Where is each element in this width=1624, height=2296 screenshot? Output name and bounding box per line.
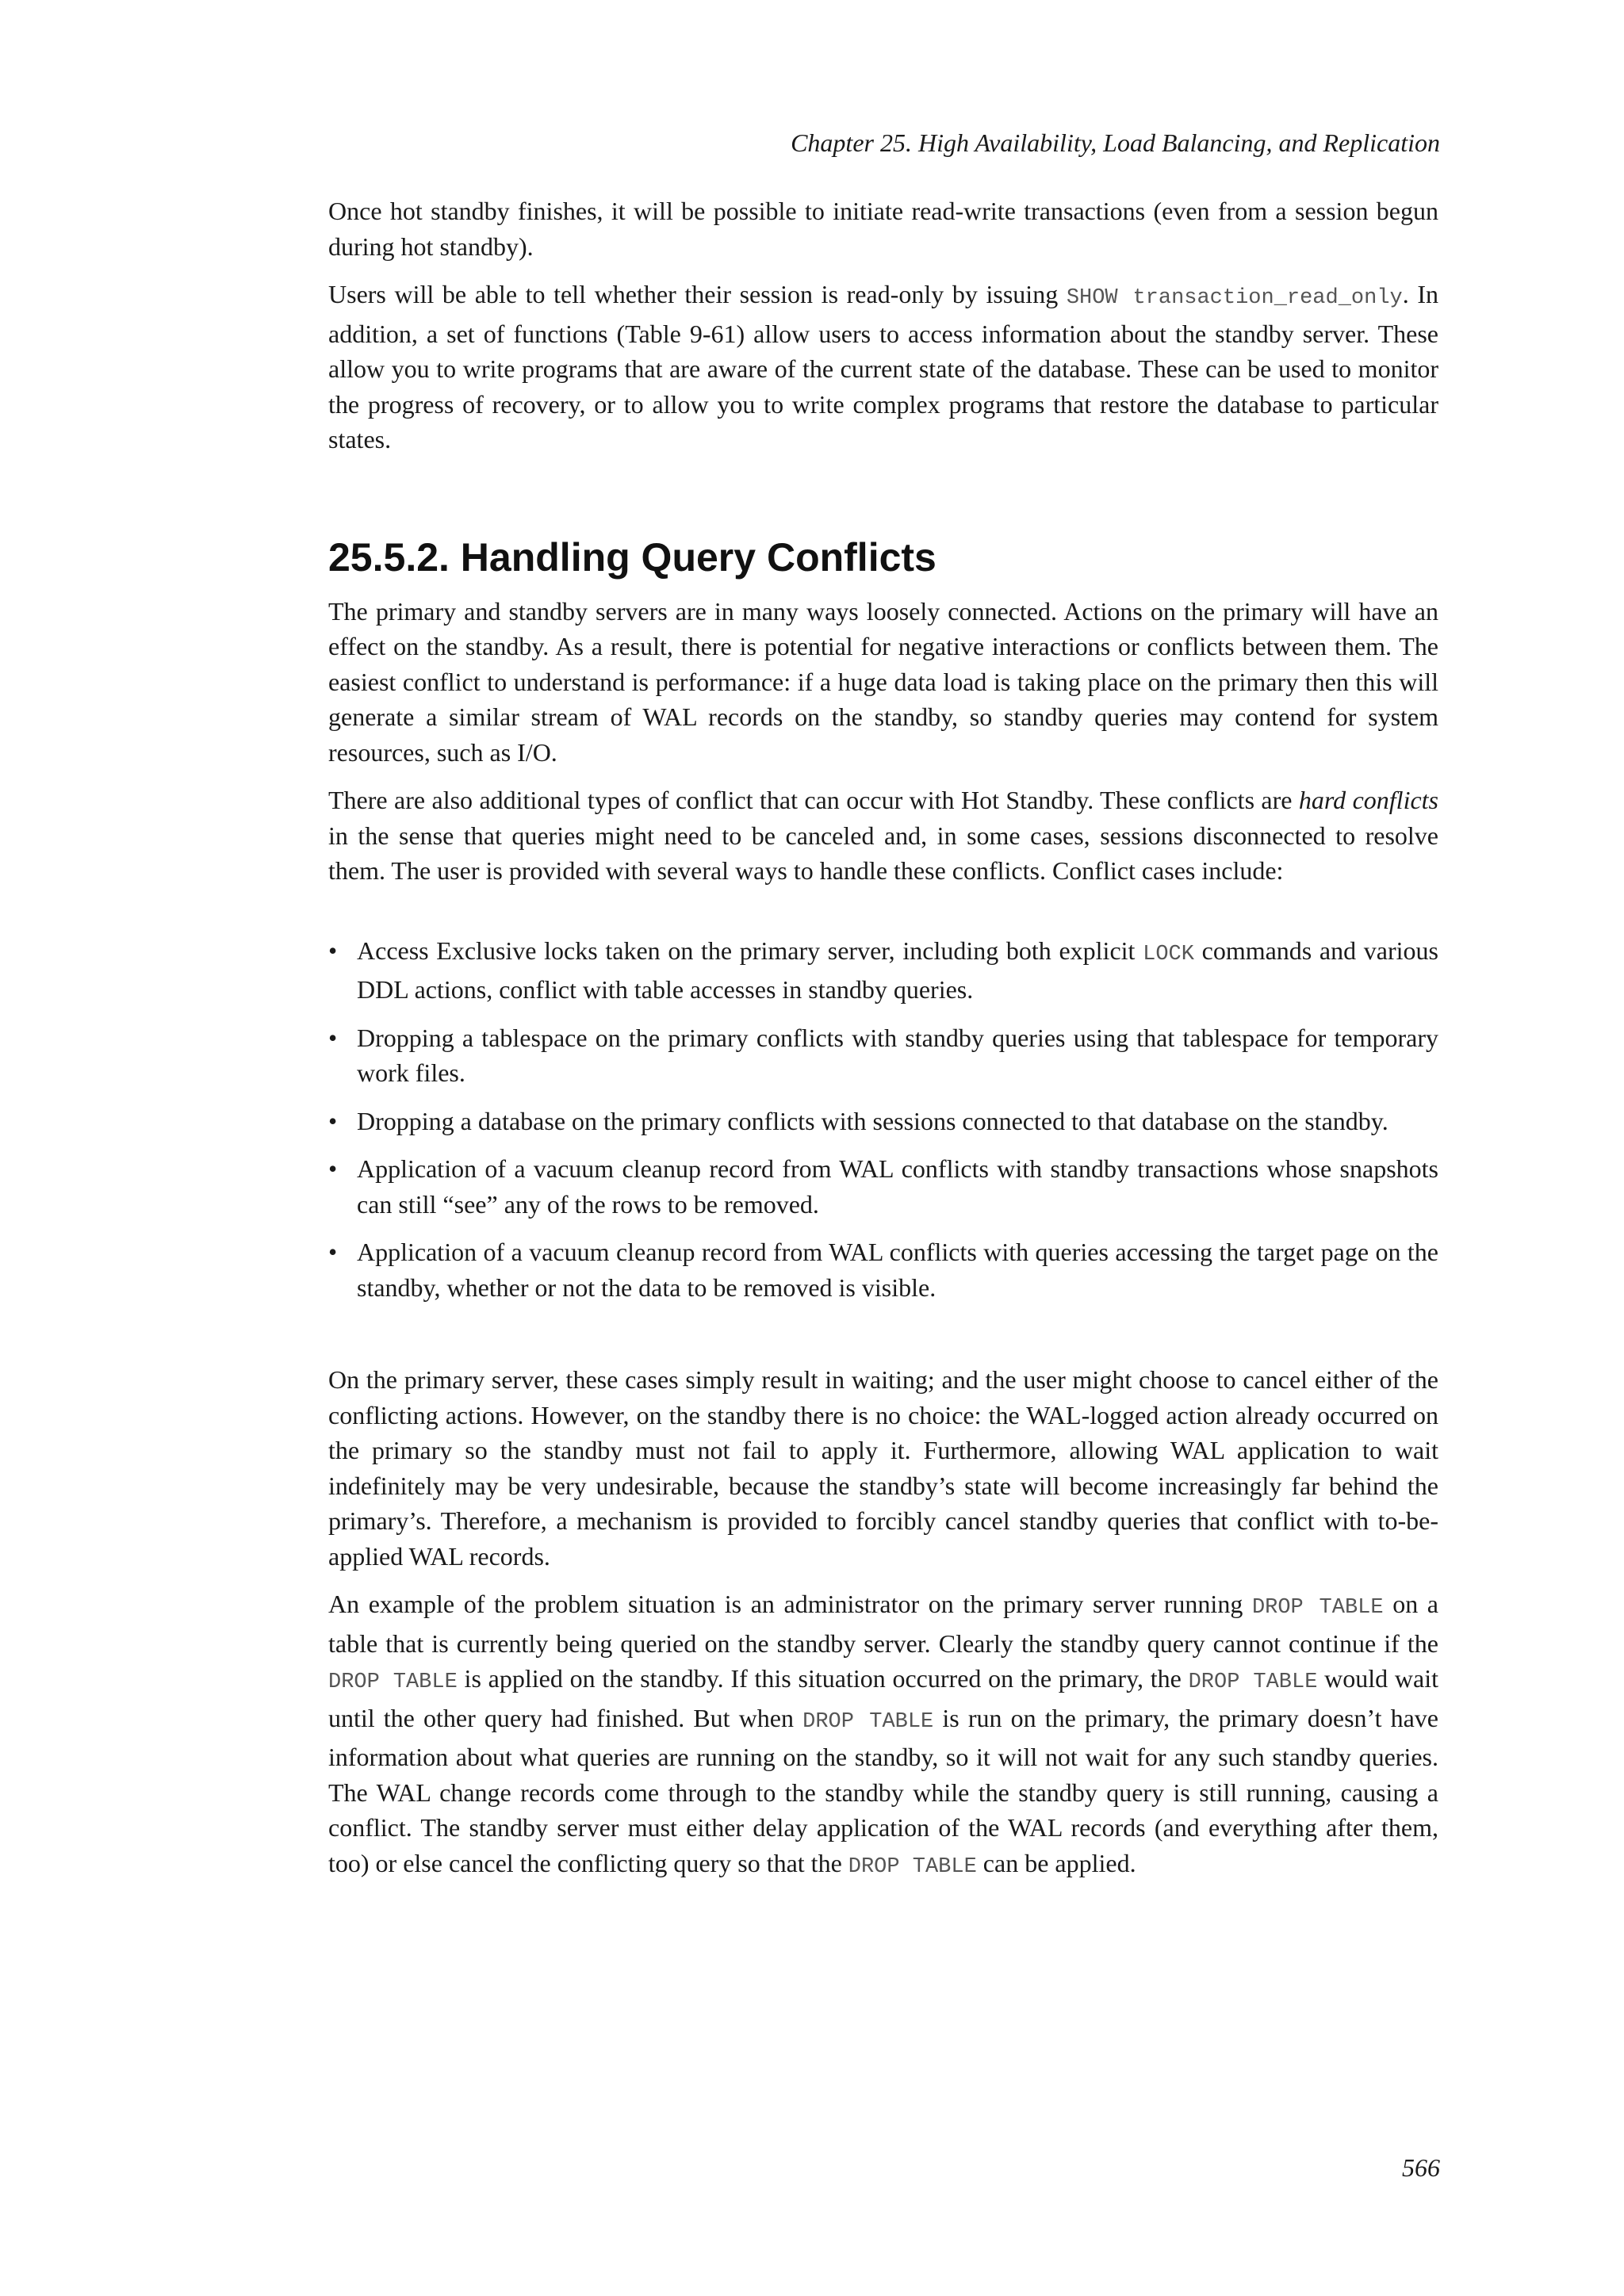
list-item-text: Dropping a tablespace on the primary conflicts with standby queries using that tablespace for temporary work files. (357, 1023, 1438, 1087)
paragraph-waiting-vs-cancel: On the primary server, these cases simply result in waiting; and the user might choose to cancel either of the conflicting actions. However, on the standby there is no choice: the WAL-logged action already occurred on the primary so the standby must not fail to apply it. Furthermore, allowing WAL application to wait indefinitely may be very undesirable, because the standby’s state will become increasingly far behind the primary’s. Therefore, a mechanism is provided to forcibly cancel standby queries that conflict with to-be-applied WAL records. (328, 1365, 1438, 1571)
inline-code-drop-table: DROP TABLE (802, 1709, 934, 1734)
bullet-icon: • (328, 1238, 338, 1266)
paragraph-hard-conflicts (328, 783, 1438, 889)
emphasis-hard-conflicts: hard conflicts (1298, 786, 1439, 814)
paragraph-read-only-session (328, 277, 1438, 457)
list-item (328, 1104, 1438, 1139)
page-content (328, 193, 1438, 1897)
inline-code-drop-table: DROP TABLE (328, 1670, 458, 1694)
bullet-icon: • (328, 936, 338, 965)
list-item (328, 1234, 1438, 1305)
paragraph-hot-standby-finish: Once hot standby finishes, it will be possible to initiate read-write transactions (even from a session begun during hot standby). (328, 197, 1438, 261)
list-item-text: Application of a vacuum cleanup record from WAL conflicts with standby transactions whose snapshots can still “see” any of the rows to be removed. (357, 1154, 1438, 1219)
text-segment: commands and various DDL actions, conflict with table accesses in standby queries. (357, 936, 1439, 1004)
page-number: 566 (1402, 2153, 1440, 2182)
text-segment: in the sense that queries might need to be canceled and, in some cases, sessions disconnected to resolve them. The user is provided with several ways to handle these conflicts. Conflict cases include: (328, 821, 1438, 885)
list-item (328, 933, 1438, 1008)
text-segment: Users will be able to tell whether their session is read-only by issuing (328, 280, 1067, 308)
inline-code-show-transaction-read-only: SHOW transaction_read_only (1066, 286, 1403, 310)
text-segment: Access Exclusive locks taken on the primary server, including both explicit (357, 936, 1143, 965)
list-item-text: Application of a vacuum cleanup record from WAL conflicts with queries accessing the target page on the standby, whether or not the data to be removed is visible. (357, 1238, 1438, 1302)
text-segment: would wait until the other query had finished. But when (328, 1664, 1439, 1732)
list-item (328, 1020, 1438, 1091)
text-segment: on a table that is currently being queried on the standby server. Clearly the standby query cannot continue if the (328, 1590, 1439, 1658)
section-heading: 25.5.2. Handling Query Conflicts (328, 534, 936, 580)
inline-code-lock: LOCK (1143, 942, 1194, 966)
inline-code-drop-table: DROP TABLE (1188, 1670, 1318, 1694)
list-item-text: Dropping a database on the primary conflicts with sessions connected to that database on the standby. (357, 1106, 1388, 1135)
text-segment: . In addition, a set of functions (Table 9-61) allow users to access information about the standby server. These allow you to write programs that are aware of the current state of the database. These can be used to monitor the progress of recovery, or to allow you to write complex programs that restore the database to particular states. (328, 280, 1439, 453)
bullet-icon: • (328, 1106, 338, 1135)
text-segment: is run on the primary, the primary doesn’t have information about what queries are running on the standby, so it will not wait for any such standby queries. The WAL change records come through to the standby while the standby query is still running, causing a conflict. The standby server must either delay application of the WAL records (and everything after them, too) or else cancel the conflicting query so that the (328, 1703, 1439, 1877)
inline-code-drop-table: DROP TABLE (1251, 1596, 1384, 1620)
bullet-icon: • (328, 1154, 338, 1183)
list-item (328, 1151, 1438, 1222)
inline-code-drop-table: DROP TABLE (848, 1854, 977, 1879)
running-header: Chapter 25. High Availability, Load Balancing, and Replication (791, 128, 1440, 157)
bullet-icon: • (328, 1023, 338, 1052)
text-segment: An example of the problem situation is an administrator on the primary server running (328, 1590, 1252, 1618)
paragraph-drop-table-example (328, 1586, 1438, 1885)
text-segment: is applied on the standby. If this situation occurred on the primary, the (457, 1664, 1189, 1693)
text-segment: There are also additional types of conflict that can occur with Hot Standby. These conflicts are (328, 786, 1299, 814)
text-segment: can be applied. (976, 1848, 1136, 1877)
paragraph-loosely-connected: The primary and standby servers are in many ways loosely connected. Actions on the primary will have an effect on the standby. As a result, there is potential for negative interactions or conflicts between them. The easiest conflict to understand is performance: if a huge data load is taking place on the primary then this will generate a similar stream of WAL records on the standby, so standby queries may contend for system resources, such as I/O. (328, 596, 1438, 767)
conflict-cases-list (328, 933, 1438, 1306)
